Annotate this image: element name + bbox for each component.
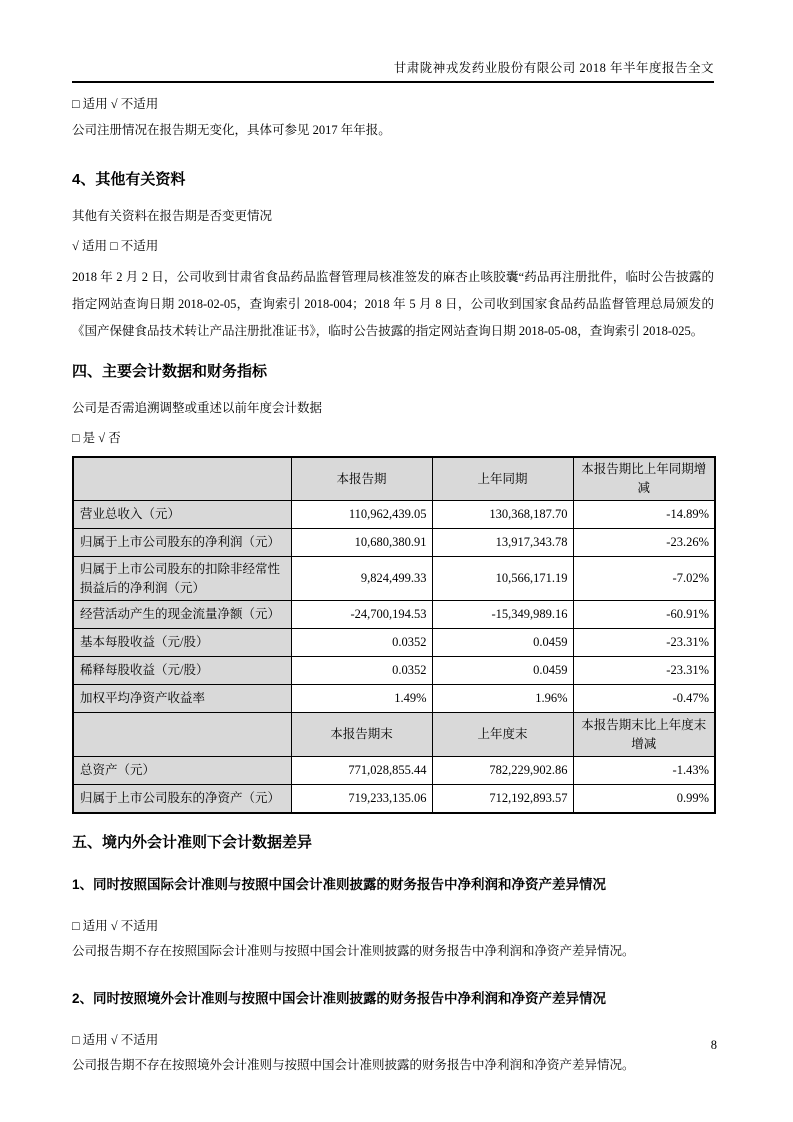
- table-row: [73, 685, 715, 713]
- row-prior-value: 1.96%: [432, 685, 573, 713]
- page-content: [72, 0, 714, 1074]
- table-row: [73, 557, 715, 601]
- row-current-value: -24,700,194.53: [291, 601, 432, 629]
- section4-question: 其他有关资料在报告期是否变更情况: [72, 209, 273, 223]
- header-cell-current-period-end: 本报告期末: [291, 713, 432, 757]
- section4-heading: 4、其他有关资料: [72, 171, 186, 188]
- section4-applicability-line: √ 适用 □ 不适用: [72, 239, 159, 253]
- row-label: 稀释每股收益（元/股）: [73, 657, 291, 685]
- table-row: [73, 601, 715, 629]
- running-header: [72, 0, 714, 83]
- accounting-applicability-line: □ 是 √ 否: [72, 431, 121, 445]
- row-prior-value: 130,368,187.70: [432, 501, 573, 529]
- row-current-value: 0.0352: [291, 629, 432, 657]
- table-row: [73, 629, 715, 657]
- table-row: [73, 657, 715, 685]
- table-row: [73, 757, 715, 785]
- row-prior-value: 712,192,893.57: [432, 785, 573, 813]
- row-prior-value: 782,229,902.86: [432, 757, 573, 785]
- section5-sub1-applicability-line: □ 适用 √ 不适用: [72, 918, 159, 933]
- row-label: 基本每股收益（元/股）: [73, 629, 291, 657]
- section5-sub2-heading: 2、同时按照境外会计准则与按照中国会计准则披露的财务报告中净利润和净资产差异情况: [72, 990, 607, 1006]
- row-current-value: 9,824,499.33: [291, 557, 432, 601]
- row-label: 归属于上市公司股东的扣除非经常性损益后的净利润（元）: [73, 557, 291, 601]
- row-prior-value: -15,349,989.16: [432, 601, 573, 629]
- table-header-row-period: [73, 457, 715, 501]
- report-title: 甘肃陇神戎发药业股份有限公司 2018 年半年度报告全文: [393, 61, 714, 75]
- row-change-value: -1.43%: [573, 757, 715, 785]
- table-row: [73, 785, 715, 813]
- row-prior-value: 0.0459: [432, 657, 573, 685]
- row-current-value: 110,962,439.05: [291, 501, 432, 529]
- row-current-value: 1.49%: [291, 685, 432, 713]
- header-cell-change: 本报告期比上年同期增减: [573, 457, 715, 501]
- row-change-value: -23.31%: [573, 657, 715, 685]
- section5-sub2-applicability-line: □ 适用 √ 不适用: [72, 1032, 159, 1047]
- row-current-value: 0.0352: [291, 657, 432, 685]
- row-prior-value: 13,917,343.78: [432, 529, 573, 557]
- table-header-row-period-end: [73, 713, 715, 757]
- row-current-value: 771,028,855.44: [291, 757, 432, 785]
- table-row: [73, 501, 715, 529]
- section5-sub1-heading: 1、同时按照国际会计准则与按照中国会计准则披露的财务报告中净利润和净资产差异情况: [72, 876, 607, 892]
- section4-paragraph: 2018 年 2 月 2 日，公司收到甘肃省食品药品监督管理局核准签发的麻杏止咳胶囊“药品再注册批件，临时公告披露的指定网站查询日期 2018-02-05，查询索引 2018-004；2018 年 5 月 8 日，公司收到国家食品药品监督管理总局颁发的《国产保健食品技术转让产品注册批准证书》，临时公告披露的指定网站查询日期 2018-05-08，查询索引 2018-025。: [72, 270, 714, 338]
- section5-sub2-note: 公司报告期不存在按照境外会计准则与按照中国会计准则披露的财务报告中净利润和净资产差异情况。: [72, 1057, 635, 1072]
- page-number: 8: [710, 1038, 717, 1052]
- intro-registration-note: 公司注册情况在报告期无变化，具体可参见 2017 年年报。: [72, 123, 391, 137]
- row-change-value: -23.26%: [573, 529, 715, 557]
- row-current-value: 10,680,380.91: [291, 529, 432, 557]
- intro-applicability-line: □ 适用 √ 不适用: [72, 97, 159, 111]
- accounting-question: 公司是否需追溯调整或重述以前年度会计数据: [72, 401, 323, 415]
- header-cell-period-end-change: 本报告期末比上年度末增减: [573, 713, 715, 757]
- row-current-value: 719,233,135.06: [291, 785, 432, 813]
- row-label: 归属于上市公司股东的净利润（元）: [73, 529, 291, 557]
- row-label: 营业总收入（元）: [73, 501, 291, 529]
- row-label: 归属于上市公司股东的净资产（元）: [73, 785, 291, 813]
- financial-indicators-table: [72, 456, 716, 814]
- header-cell-prior-period: 上年同期: [432, 457, 573, 501]
- row-change-value: -7.02%: [573, 557, 715, 601]
- row-label: 加权平均净资产收益率: [73, 685, 291, 713]
- row-label: 总资产（元）: [73, 757, 291, 785]
- row-change-value: -60.91%: [573, 601, 715, 629]
- row-label: 经营活动产生的现金流量净额（元）: [73, 601, 291, 629]
- row-change-value: -0.47%: [573, 685, 715, 713]
- row-change-value: -23.31%: [573, 629, 715, 657]
- header-cell-current-period: 本报告期: [291, 457, 432, 501]
- header-cell-prior-year-end: 上年度末: [432, 713, 573, 757]
- header-cell-empty: [73, 713, 291, 757]
- header-cell-empty: [73, 457, 291, 501]
- table-row: [73, 529, 715, 557]
- row-prior-value: 0.0459: [432, 629, 573, 657]
- row-prior-value: 10,566,171.19: [432, 557, 573, 601]
- section5-sub1-note: 公司报告期不存在按照国际会计准则与按照中国会计准则披露的财务报告中净利润和净资产差异情况。: [72, 943, 635, 958]
- row-change-value: 0.99%: [573, 785, 715, 813]
- row-change-value: -14.89%: [573, 501, 715, 529]
- section5-heading: 五、境内外会计准则下会计数据差异: [72, 833, 313, 851]
- accounting-section-heading: 四、主要会计数据和财务指标: [72, 363, 268, 380]
